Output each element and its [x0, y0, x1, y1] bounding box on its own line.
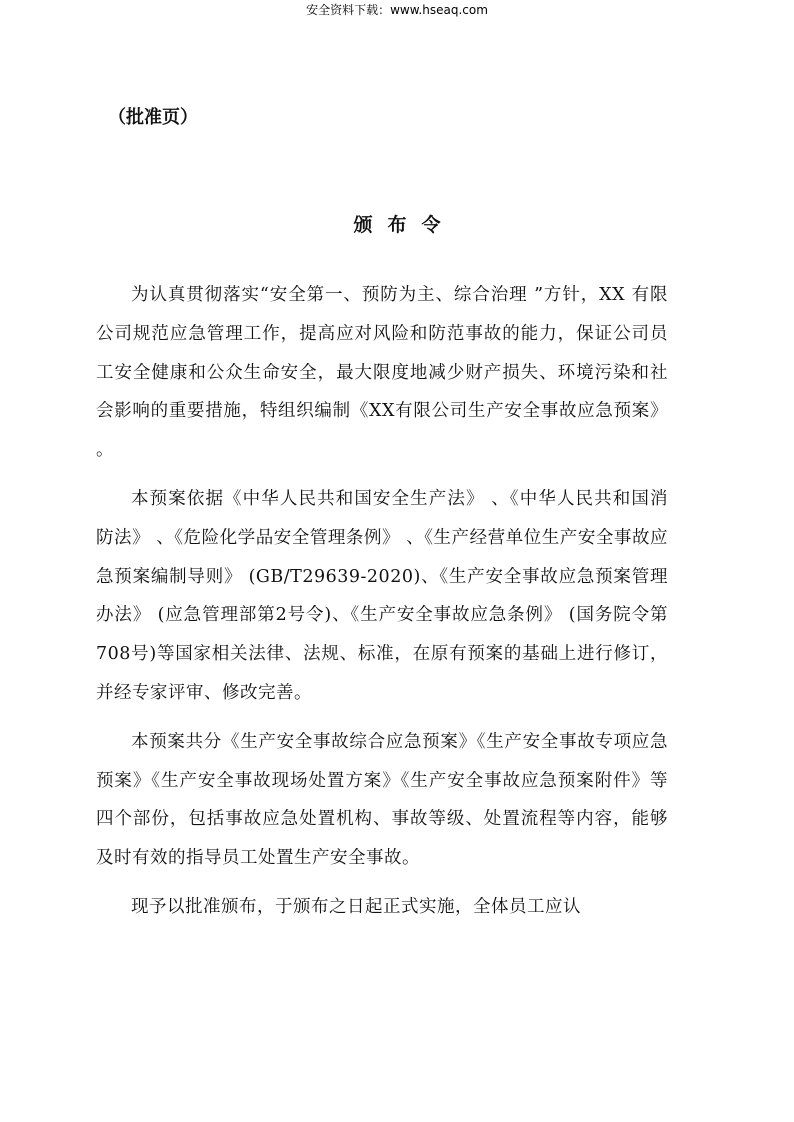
approval-page-label: （批准页） — [108, 107, 198, 128]
paragraph-structure: 本预案共分《生产安全事故综合应急预案》《生产安全事故专项应急预案》《生产安全事故现场处置方案》《生产安全事故应急预案附件》等四个部份，包括事故应急处置机构、事故等级、处置流程等内容，能够及时有效的指导员工处置生产安全事故。 — [96, 731, 668, 869]
document-body — [96, 276, 668, 937]
document-title: 颁布令 — [353, 214, 456, 236]
paragraph-basis: 本预案依据《中华人民共和国安全生产法》 、《中华人民共和国消防法》 、《危险化学品安全管理条例》 、《生产经营单位生产安全事故应急预案编制导则》 (GB/T29639-2020)、《生产安全事故应急预案管理办法》 (应急管理部第2号令)、《生产安全事故应急条例》 (国务院令第708号)等国家相关法律、法规、标准，在原有预案的基础上进行修订，并经专家评审、修改完善。 — [96, 488, 668, 703]
paragraph-purpose: 为认真贯彻落实“安全第一、预防为主、综合治理 ”方针，XX 有限公司规范应急管理工作，提高应对风险和防范事故的能力，保证公司员工安全健康和公众生命安全，最大限度地减少财产损失、环境污染和社会影响的重要措施，特组织编制《XX有限公司生产安全事故应急预案》 。 — [96, 285, 668, 461]
site-header-text: 安全资料下载：www.hseaq.com — [306, 3, 488, 17]
paragraph-enactment: 现予以批准颁布，于颁布之日起正式实施，全体员工应认 — [131, 896, 581, 917]
